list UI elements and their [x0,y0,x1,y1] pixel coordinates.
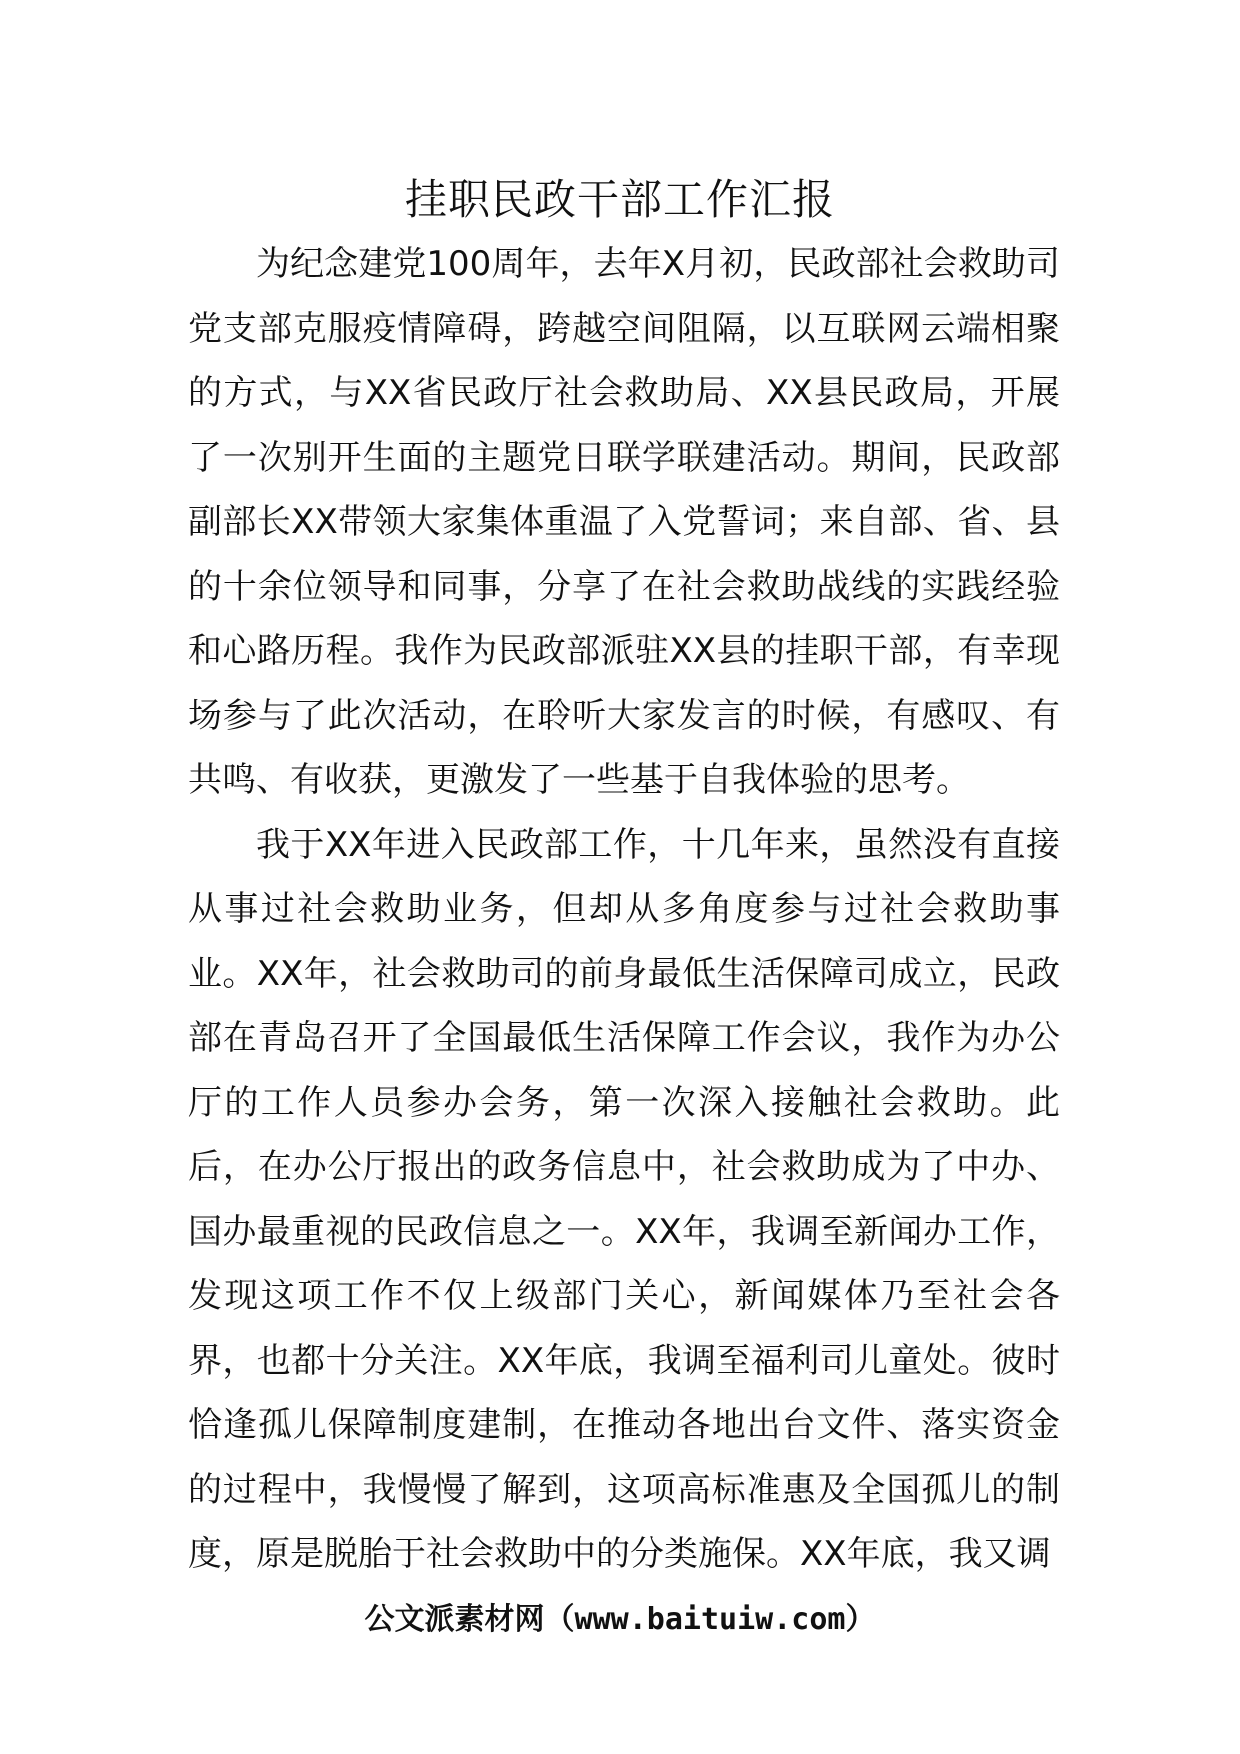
footer-url: （www.baituiw.com） [544,1602,876,1637]
footer-watermark [0,1598,1240,1642]
paragraph-1: 为纪念建党100周年，去年X月初，民政部社会救助司党支部克服疫情障碍，跨越空间阻隔，以互联网云端相聚的方式，与XX省民政厅社会救助局、XX县民政局，开展了一次别开生面的主题党日联学联建活动。期间，民政部副部长XX带领大家集体重温了入党誓词；来自部、省、县的十余位领导和同事，分享了在社会救助战线的实践经验和心路历程。我作为民政部派驻XX县的挂职干部，有幸现场参与了此次活动，在聆听大家发言的时候，有感叹、有共鸣、有收获，更激发了一些基于自我体验的思考。 [188,244,1060,800]
paragraph-2: 我于XX年进入民政部工作，十几年来，虽然没有直接从事过社会救助业务，但却从多角度参与过社会救助事业。XX年，社会救助司的前身最低生活保障司成立，民政部在青岛召开了全国最低生活保障工作会议，我作为办公厅的工作人员参办会务，第一次深入接触社会救助。此后，在办公厅报出的政务信息中，社会救助成为了中办、国办最重视的民政信息之一。XX年，我调至新闻办工作，发现这项工作不仅上级部门关心，新闻媒体乃至社会各界，也都十分关注。XX年底，我调至福利司儿童处。彼时恰逢孤儿保障制度建制，在推动各地出台文件、落实资金的过程中，我慢慢了解到，这项高标准惠及全国孤儿的制度，原是脱胎于社会救助中的分类施保。XX年底，我又调 [188,824,1060,1574]
document-body [188,232,1060,1587]
footer-site-name: 公文派素材网 [364,1602,545,1637]
document-title: 挂职民政干部工作汇报 [404,175,835,224]
